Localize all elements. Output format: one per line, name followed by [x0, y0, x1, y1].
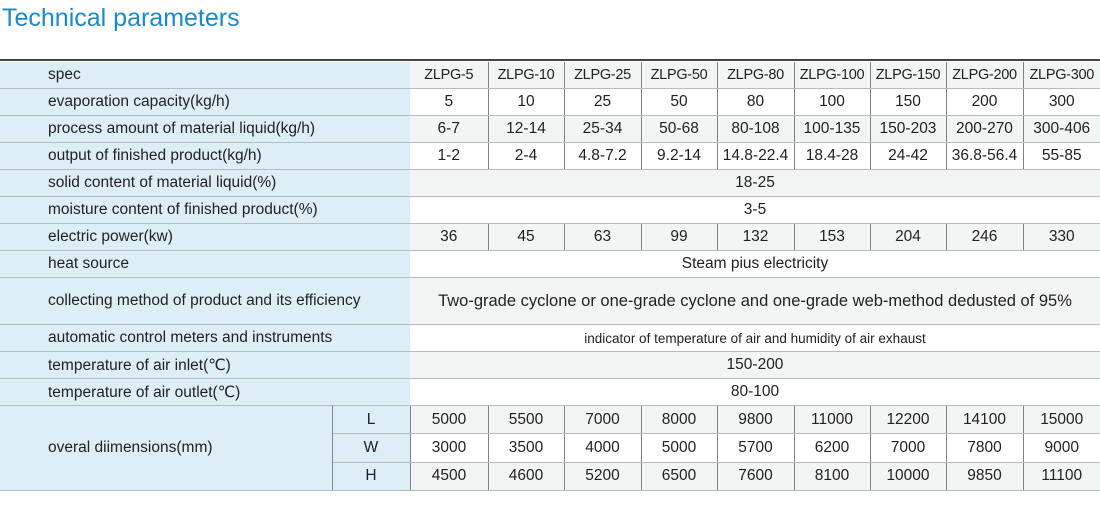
table-cell: 8100 [794, 462, 870, 490]
table-cell: 153 [794, 224, 870, 251]
table-cell: 36 [410, 224, 488, 251]
table-cell: indicator of temperature of air and humidity of air exhaust [410, 325, 1100, 352]
table-cell: 6-7 [410, 116, 488, 143]
table-cell: 132 [717, 224, 794, 251]
table-cell: 6200 [794, 434, 870, 462]
row-label: collecting method of product and its efficiency [0, 278, 410, 325]
table-cell: 24-42 [870, 143, 946, 170]
column-header: ZLPG-80 [717, 62, 794, 89]
table-cell: 246 [946, 224, 1023, 251]
table-cell: 200 [946, 89, 1023, 116]
table-cell: 9850 [946, 462, 1023, 490]
table-cell: 9.2-14 [641, 143, 717, 170]
title-divider [0, 59, 1100, 61]
table-row [0, 197, 1100, 224]
column-header: ZLPG-300 [1023, 62, 1100, 89]
table-cell: 25 [564, 89, 641, 116]
row-label: moisture content of finished product(%) [0, 197, 410, 224]
table-cell: Steam pius electricity [410, 251, 1100, 278]
dimension-label: L [332, 406, 410, 434]
table-row [0, 143, 1100, 170]
row-label: electric power(kw) [0, 224, 410, 251]
row-label: spec [0, 62, 410, 89]
table-cell: 3-5 [410, 197, 1100, 224]
table-cell: 11100 [1023, 462, 1100, 490]
parameters-table [0, 62, 1100, 491]
table-cell: 80-100 [410, 379, 1100, 406]
table-cell: 15000 [1023, 406, 1100, 434]
table-cell: 5500 [488, 406, 564, 434]
row-label: output of finished product(kg/h) [0, 143, 410, 170]
page-title: Technical parameters [2, 4, 240, 32]
table-cell: 1-2 [410, 143, 488, 170]
table-cell: 45 [488, 224, 564, 251]
table-cell: 150-203 [870, 116, 946, 143]
table-cell: 5000 [410, 406, 488, 434]
column-header: ZLPG-10 [488, 62, 564, 89]
table-cell: 63 [564, 224, 641, 251]
table-cell: 7600 [717, 462, 794, 490]
table-cell: 55-85 [1023, 143, 1100, 170]
table-row [0, 406, 1100, 434]
table-cell: 50-68 [641, 116, 717, 143]
table-cell: 5700 [717, 434, 794, 462]
table-cell: 3000 [410, 434, 488, 462]
table-cell: 100-135 [794, 116, 870, 143]
table-cell: 204 [870, 224, 946, 251]
row-label: solid content of material liquid(%) [0, 170, 410, 197]
table-row [0, 278, 1100, 325]
table-cell: 18.4-28 [794, 143, 870, 170]
table-cell: 3500 [488, 434, 564, 462]
table-row [0, 325, 1100, 352]
table-cell: 7800 [946, 434, 1023, 462]
table-row [0, 224, 1100, 251]
table-cell: 100 [794, 89, 870, 116]
table-cell: 5200 [564, 462, 641, 490]
column-header: ZLPG-150 [870, 62, 946, 89]
row-label: automatic control meters and instruments [0, 325, 410, 352]
table-row [0, 116, 1100, 143]
table-cell: 7000 [564, 406, 641, 434]
table-cell: 200-270 [946, 116, 1023, 143]
row-label: evaporation capacity(kg/h) [0, 89, 410, 116]
table-row [0, 62, 1100, 89]
row-label: process amount of material liquid(kg/h) [0, 116, 410, 143]
row-label: temperature of air inlet(℃) [0, 352, 410, 379]
table-cell: 5000 [641, 434, 717, 462]
column-header: ZLPG-100 [794, 62, 870, 89]
column-header: ZLPG-25 [564, 62, 641, 89]
column-header: ZLPG-50 [641, 62, 717, 89]
table-cell: 10 [488, 89, 564, 116]
table-cell: 12200 [870, 406, 946, 434]
table-row [0, 352, 1100, 379]
row-label: heat source [0, 251, 410, 278]
table-cell: 7000 [870, 434, 946, 462]
table-cell: 10000 [870, 462, 946, 490]
table-cell: 80 [717, 89, 794, 116]
dimension-label: W [332, 434, 410, 462]
table-cell: 2-4 [488, 143, 564, 170]
row-label: overal diimensions(mm) [0, 406, 332, 491]
table-cell: Two-grade cyclone or one-grade cyclone and one-grade web-method dedusted of 95% [410, 278, 1100, 325]
table-row [0, 170, 1100, 197]
table-cell: 9800 [717, 406, 794, 434]
table-cell: 150 [870, 89, 946, 116]
column-header: ZLPG-5 [410, 62, 488, 89]
dimension-label: H [332, 462, 410, 490]
table-cell: 300 [1023, 89, 1100, 116]
table-cell: 12-14 [488, 116, 564, 143]
table-row [0, 379, 1100, 406]
table-cell: 300-406 [1023, 116, 1100, 143]
table-cell: 9000 [1023, 434, 1100, 462]
table-cell: 8000 [641, 406, 717, 434]
table-cell: 4000 [564, 434, 641, 462]
table-cell: 5 [410, 89, 488, 116]
column-header: ZLPG-200 [946, 62, 1023, 89]
table-cell: 14.8-22.4 [717, 143, 794, 170]
table-cell: 11000 [794, 406, 870, 434]
table-cell: 4500 [410, 462, 488, 490]
table-cell: 330 [1023, 224, 1100, 251]
table-cell: 18-25 [410, 170, 1100, 197]
table-row [0, 89, 1100, 116]
table-cell: 36.8-56.4 [946, 143, 1023, 170]
table-cell: 4600 [488, 462, 564, 490]
row-label: temperature of air outlet(℃) [0, 379, 410, 406]
table-row [0, 251, 1100, 278]
table-cell: 14100 [946, 406, 1023, 434]
table-cell: 25-34 [564, 116, 641, 143]
table-cell: 4.8-7.2 [564, 143, 641, 170]
table-cell: 6500 [641, 462, 717, 490]
table-cell: 99 [641, 224, 717, 251]
table-cell: 80-108 [717, 116, 794, 143]
table-cell: 150-200 [410, 352, 1100, 379]
table-cell: 50 [641, 89, 717, 116]
